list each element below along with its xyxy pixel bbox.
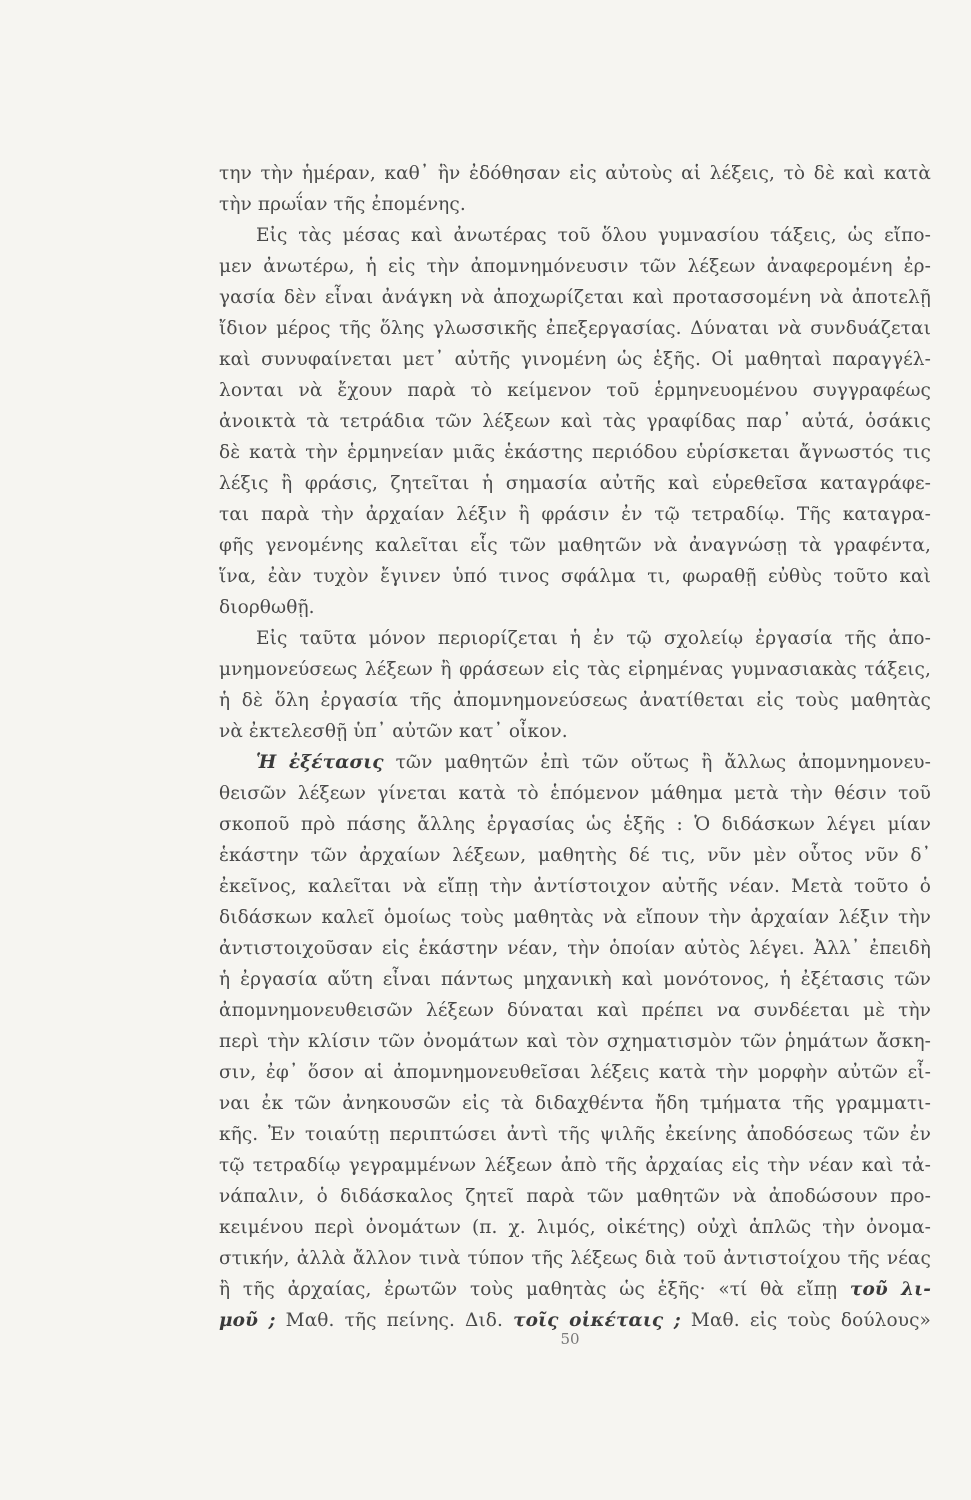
emphasis-text: τοῖς οἰκέταις ; xyxy=(513,1310,681,1331)
text-line: ἐκεῖνος, καλεῖται νὰ εἴπῃ τὴν ἀντίστοιχον αὐτῆς νέαν. Μετὰ τοῦτο ὁ xyxy=(219,876,931,897)
text-line: γασία δὲν εἶναι ἀνάγκη νὰ ἀποχωρίζεται καὶ προτασσομένη νὰ ἀποτελῇ xyxy=(219,287,931,308)
text-line: στικήν, ἀλλὰ ἄλλον τινὰ τύπον τῆς λέξεως διὰ τοῦ ἀντιστοίχου τῆς νέας xyxy=(219,1248,931,1269)
text-line xyxy=(219,1274,931,1305)
text-line: ἡ δὲ ὅλη ἐργασία τῆς ἀπομνημονεύσεως ἀνατίθεται εἰς τοὺς μαθητὰς xyxy=(219,690,931,711)
text-line: ἑκάστην τῶν ἀρχαίων λέξεων, μαθητὴς δέ τις, νῦν μὲν οὗτος νῦν δ᾽ xyxy=(219,845,931,866)
text-line: θεισῶν λέξεων γίνεται κατὰ τὸ ἑπόμενον μάθημα μετὰ τὴν θέσιν τοῦ xyxy=(219,783,931,804)
text-line: σκοποῦ πρὸ πάσης ἄλλης ἐργασίας ὡς ἑξῆς : Ὁ διδάσκων λέγει μίαν xyxy=(219,814,931,835)
text-line: την τὴν ἡμέραν, καθ᾽ ἣν ἐδόθησαν εἰς αὐτοὺς αἱ λέξεις, τὸ δὲ καὶ κατὰ xyxy=(219,163,931,184)
text-line: δὲ κατὰ τὴν ἑρμηνείαν μιᾶς ἑκάστης περιόδου εὑρίσκεται ἄγνωστός τις xyxy=(219,442,931,463)
line-text: ἢ τῆς ἀρχαίας, ἐρωτῶν τοὺς μαθητὰς ὡς ἑξῆς· «τί θὰ εἴπῃ xyxy=(219,1279,850,1300)
text-line: ἡ ἐργασία αὕτη εἶναι πάντως μηχανικὴ καὶ μονότονος, ἡ ἐξέτασις τῶν xyxy=(219,969,931,990)
text-line: διδάσκων καλεῖ ὁμοίως τοὺς μαθητὰς νὰ εἴπουν τὴν ἀρχαίαν λέξιν τὴν xyxy=(219,907,931,928)
text-line: περὶ τὴν κλίσιν τῶν ὀνομάτων καὶ τὸν σχηματισμὸν τῶν ῥημάτων ἄσκη- xyxy=(219,1031,931,1052)
text-line: Εἰς τὰς μέσας καὶ ἀνωτέρας τοῦ ὅλου γυμνασίου τάξεις, ὡς εἴπο- xyxy=(256,225,931,246)
text-line: νάπαλιν, ὁ διδάσκαλος ζητεῖ παρὰ τῶν μαθητῶν νὰ ἀποδώσουν προ- xyxy=(219,1186,931,1207)
text-line: λονται νὰ ἔχουν παρὰ τὸ κείμενον τοῦ ἑρμηνευομένου συγγραφέως xyxy=(219,380,931,401)
text-line: τὴν πρωΐαν τῆς ἐπομένης. xyxy=(219,194,466,215)
body-text xyxy=(219,158,931,1336)
line-text: Μαθ. τῆς πείνης. Διδ. xyxy=(275,1310,514,1331)
text-line: ἀνοικτὰ τὰ τετράδια τῶν λέξεων καὶ τὰς γραφίδας παρ᾽ αὐτά, ὁσάκις xyxy=(219,411,931,432)
text-line: φῆς γενομένης καλεῖται εἷς τῶν μαθητῶν νὰ ἀναγνώσῃ τὰ γραφέντα, xyxy=(219,535,931,556)
section-heading: Ἡ ἐξέτασις xyxy=(256,752,384,773)
emphasis-text: τοῦ λι- xyxy=(849,1279,931,1300)
line-text: Μαθ. εἰς τοὺς δούλους» xyxy=(680,1310,931,1331)
text-line: ἀντιστοιχοῦσαν εἰς ἑκάστην νέαν, τὴν ὁποίαν αὐτὸς λέγει. Ἀλλ᾽ ἐπειδὴ xyxy=(219,938,931,959)
text-line xyxy=(219,747,931,778)
text-line: ἴδιον μέρος τῆς ὅλης γλωσσικῆς ἐπεξεργασίας. Δύναται νὰ συνδυάζεται xyxy=(219,318,931,339)
text-line: μεν ἀνωτέρω, ἡ εἰς τὴν ἀπομνημόνευσιν τῶν λέξεων ἀναφερομένη ἐρ- xyxy=(219,256,931,277)
text-line: ναι ἐκ τῶν ἀνηκουσῶν εἰς τὰ διδαχθέντα ἤδη τμήματα τῆς γραμματι- xyxy=(219,1093,931,1114)
text-line: ται παρὰ τὴν ἀρχαίαν λέξιν ἢ φράσιν ἐν τῷ τετραδίῳ. Τῆς καταγρα- xyxy=(219,504,931,525)
text-line: νὰ ἐκτελεσθῇ ὑπ᾽ αὐτῶν κατ᾽ οἶκον. xyxy=(219,721,568,742)
text-line: μνημονεύσεως λέξεων ἢ φράσεων εἰς τὰς εἰρημένας γυμνασιακὰς τάξεις, xyxy=(219,659,931,680)
text-line: κειμένου περὶ ὀνομάτων (π. χ. λιμός, οἰκέτης) οὐχὶ ἁπλῶς τὴν ὀνομα- xyxy=(219,1217,931,1238)
text-line: διορθωθῇ. xyxy=(219,597,315,618)
page-number: 50 xyxy=(560,1330,580,1348)
line-text: τῶν μαθητῶν ἐπὶ τῶν οὕτως ἢ ἄλλως ἀπομνημονευ- xyxy=(383,752,931,773)
text-line: ἵνα, ἐὰν τυχὸν ἔγινεν ὑπό τινος σφάλμα τι, φωραθῇ εὐθὺς τοῦτο καὶ xyxy=(219,566,931,587)
emphasis-text: μοῦ ; xyxy=(219,1310,276,1331)
text-line: ἀπομνημονευθεισῶν λέξεων δύναται καὶ πρέπει να συνδέεται μὲ τὴν xyxy=(219,1000,931,1021)
text-line: καὶ συνυφαίνεται μετ᾽ αὐτῆς γινομένη ὡς ἑξῆς. Οἱ μαθηταὶ παραγγέλ- xyxy=(219,349,931,370)
text-line: Εἰς ταῦτα μόνον περιορίζεται ἡ ἐν τῷ σχολείῳ ἐργασία τῆς ἀπο- xyxy=(256,628,931,649)
text-line: λέξις ἢ φράσις, ζητεῖται ἡ σημασία αὐτῆς καὶ εὑρεθεῖσα καταγράφε- xyxy=(219,473,931,494)
text-line: σιν, ἐφ᾽ ὅσον αἱ ἀπομνημονευθεῖσαι λέξεις κατὰ τὴν μορφὴν αὐτῶν εἶ- xyxy=(219,1062,931,1083)
text-line: κῆς. Ἐν τοιαύτῃ περιπτώσει ἀντὶ τῆς ψιλῆς ἐκείνης ἀποδόσεως τῶν ἐν xyxy=(219,1124,931,1145)
text-line: τῷ τετραδίῳ γεγραμμένων λέξεων ἀπὸ τῆς ἀρχαίας εἰς τὴν νέαν καὶ τἀ- xyxy=(219,1155,931,1176)
